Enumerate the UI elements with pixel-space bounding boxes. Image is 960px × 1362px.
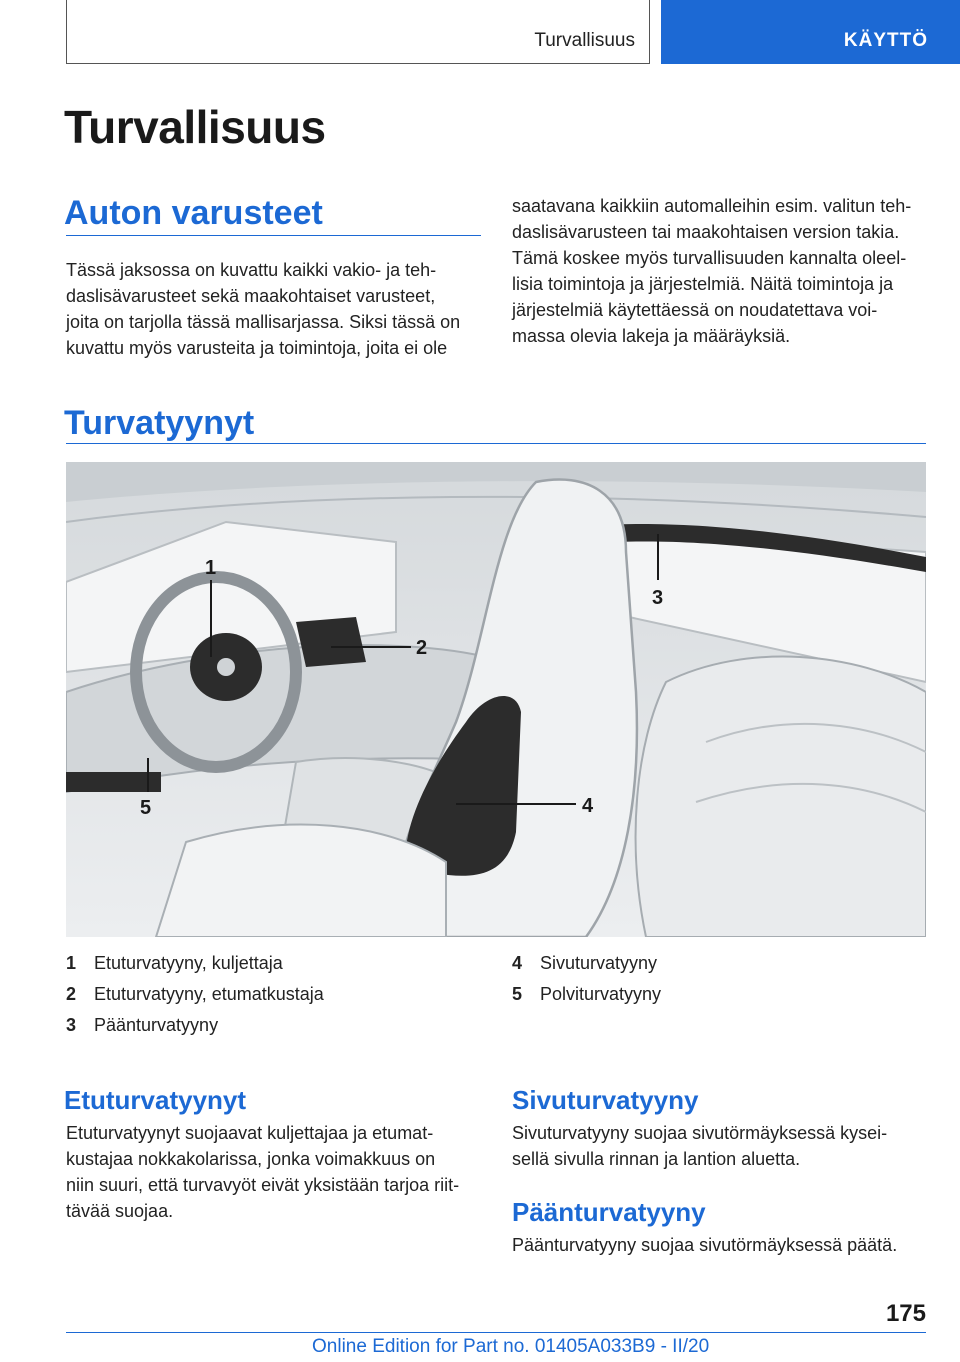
legend-item (66, 1015, 486, 1046)
legend-right (512, 953, 932, 1015)
callout-2: 2 (416, 637, 428, 659)
header-section-tab (66, 0, 650, 64)
text-line: Sivuturvatyyny suojaa sivutörmäyksessä kysei‐ (512, 1123, 888, 1143)
legend-item (512, 953, 932, 984)
car-interior-drawing (66, 462, 926, 937)
header-section-label: Turvallisuus (534, 30, 635, 51)
legend-number: 4 (512, 953, 523, 973)
text-line: massa olevia lakeja ja määräyksiä. (512, 326, 791, 346)
text-line: Etuturvatyynyt suojaavat kuljettajaa ja etumat‐ (66, 1123, 434, 1143)
intro-left-column (66, 257, 486, 361)
text-line: tävää suojaa. (66, 1201, 174, 1221)
text-line: Tässä jaksossa on kuvattu kaikki vakio- ja teh‐ (66, 260, 437, 280)
legend-item (512, 984, 932, 1015)
text-line: daslisävarusteet sekä maakohtaiset varusteet, (66, 286, 436, 306)
legend-label: Polviturvatyyny (540, 984, 662, 1004)
footer-rule (66, 1332, 926, 1333)
heading-rule (66, 235, 481, 236)
legend-number: 1 (66, 953, 77, 973)
text-line: järjestelmiä käytettäessä on noudatettava voi‐ (512, 300, 878, 320)
legend-item (66, 984, 486, 1015)
legend-label: Etuturvatyyny, kuljettaja (94, 953, 283, 973)
text-line: lisia toimintoja ja järjestelmiä. Näitä toimintoja ja (512, 274, 894, 294)
callout-5: 5 (140, 797, 152, 819)
sivuturvatyyny-text (512, 1120, 932, 1172)
paanturvatyyny-text (512, 1232, 932, 1258)
heading-sivuturvatyyny: Sivuturvatyyny (512, 1085, 699, 1115)
heading-rule (66, 443, 926, 444)
text-line: joita on tarjolla tässä mallisarjassa. Siksi tässä on (66, 312, 461, 332)
callout-4: 4 (582, 795, 594, 817)
heading-auton-varusteet: Auton varusteet (64, 194, 323, 232)
legend-label: Etuturvatyyny, etumatkustaja (94, 984, 324, 1004)
footer-edition: Online Edition for Part no. 01405A033B9 - II/20 (312, 1336, 710, 1357)
etuturvatyynyt-text (66, 1120, 486, 1224)
page-title: Turvallisuus (64, 101, 326, 153)
text-line: Tämä koskee myös turvallisuuden kannalta oleel‐ (512, 248, 907, 268)
legend-left (66, 953, 486, 1046)
legend-label: Päänturvatyyny (94, 1015, 219, 1035)
legend-number: 2 (66, 984, 77, 1004)
text-line: sellä sivulla rinnan ja lantion aluetta. (512, 1149, 801, 1169)
legend-number: 5 (512, 984, 523, 1004)
text-line: saatavana kaikkiin automalleihin esim. valitun teh‐ (512, 196, 912, 216)
heading-paanturvatyyny: Päänturvatyyny (512, 1197, 706, 1227)
text-line: kuvattu myös varusteita ja toimintoja, joita ei ole (66, 338, 448, 358)
heading-etuturvatyynyt: Etuturvatyynyt (64, 1085, 247, 1115)
header-chapter-label: KÄYTTÖ (843, 30, 928, 51)
callout-1: 1 (205, 557, 217, 579)
header-chapter-tab (661, 0, 960, 64)
legend-item (66, 953, 486, 984)
text-line: niin suuri, että turvavyöt eivät yksistään tarjoa riit‐ (66, 1175, 460, 1195)
airbag-illustration (66, 462, 926, 937)
intro-right-column (512, 193, 932, 349)
text-line: Päänturvatyyny suojaa sivutörmäyksessä päätä. (512, 1235, 898, 1255)
legend-number: 3 (66, 1015, 77, 1035)
callout-3: 3 (652, 587, 664, 609)
text-line: daslisävarusteen tai maakohtaisen version takia. (512, 222, 900, 242)
text-line: kustajaa nokkakolarissa, jonka voimakkuus on (66, 1149, 436, 1169)
legend-label: Sivuturvatyyny (540, 953, 658, 973)
page-number: 175 (885, 1300, 926, 1327)
heading-turvatyynyt: Turvatyynyt (64, 404, 255, 442)
